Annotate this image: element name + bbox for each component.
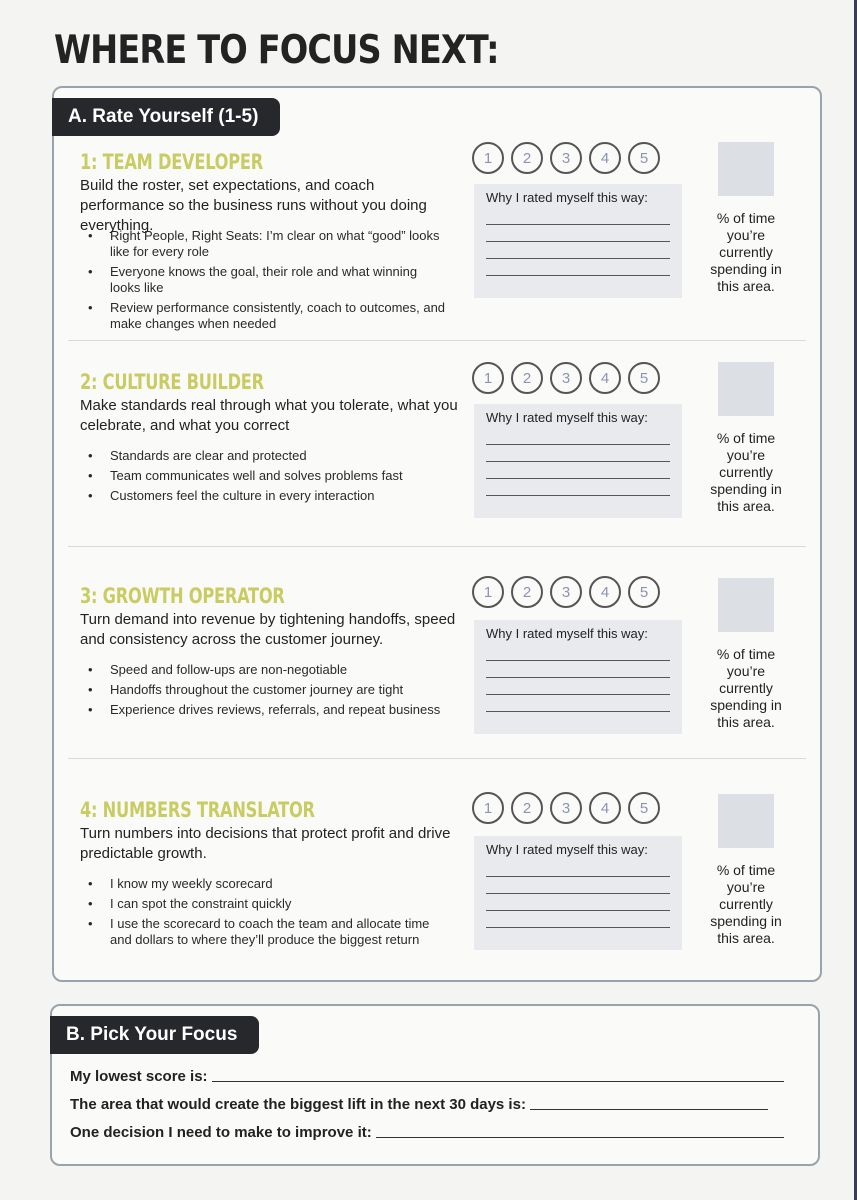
rate-yourself-panel xyxy=(52,86,822,982)
area-title: 4: NUMBERS TRANSLATOR xyxy=(80,798,315,822)
bullet-item: • Standards are clear and protected xyxy=(88,448,448,464)
area-title: 1: TEAM DEVELOPER xyxy=(80,150,263,174)
rating-4-option[interactable]: 4 xyxy=(589,576,621,608)
write-line xyxy=(486,677,670,678)
write-line xyxy=(486,910,670,911)
percent-time-box[interactable] xyxy=(718,362,774,416)
area-bullets xyxy=(88,662,448,722)
write-line xyxy=(486,258,670,259)
biggest-lift-row xyxy=(70,1096,768,1113)
rating-scale xyxy=(472,142,660,174)
why-rated-label: Why I rated myself this way: xyxy=(486,410,648,425)
rating-5-option[interactable]: 5 xyxy=(628,362,660,394)
percent-time-box[interactable] xyxy=(718,578,774,632)
rating-3-option[interactable]: 3 xyxy=(550,362,582,394)
section-divider xyxy=(68,758,806,759)
rating-5-option[interactable]: 5 xyxy=(628,576,660,608)
biggest-lift-field[interactable] xyxy=(530,1109,768,1110)
rating-5-option[interactable]: 5 xyxy=(628,792,660,824)
area-title: 2: CULTURE BUILDER xyxy=(80,370,264,394)
write-line xyxy=(486,694,670,695)
lowest-score-row xyxy=(70,1068,784,1085)
why-rated-box[interactable] xyxy=(474,836,682,950)
percent-time-label: % of time you’re currently spending in this area. xyxy=(710,646,782,730)
write-line xyxy=(486,241,670,242)
write-line xyxy=(486,461,670,462)
bullet-item: • Customers feel the culture in every interaction xyxy=(88,488,448,504)
write-line xyxy=(486,893,670,894)
rating-1-option[interactable]: 1 xyxy=(472,142,504,174)
bullet-item: • Everyone knows the goal, their role and what winning looks like xyxy=(88,264,448,296)
why-rated-label: Why I rated myself this way: xyxy=(486,842,648,857)
rating-scale xyxy=(472,576,660,608)
rating-2-option[interactable]: 2 xyxy=(511,576,543,608)
percent-time-label: % of time you’re currently spending in this area. xyxy=(710,210,782,294)
rating-1-option[interactable]: 1 xyxy=(472,576,504,608)
rating-scale xyxy=(472,792,660,824)
write-line xyxy=(486,444,670,445)
rating-2-option[interactable]: 2 xyxy=(511,362,543,394)
lowest-score-label: My lowest score is: xyxy=(70,1068,208,1085)
bullet-item: • Handoffs throughout the customer journey are tight xyxy=(88,682,448,698)
rating-2-option[interactable]: 2 xyxy=(511,142,543,174)
why-rated-box[interactable] xyxy=(474,620,682,734)
write-line xyxy=(486,495,670,496)
rating-4-option[interactable]: 4 xyxy=(589,792,621,824)
area-bullets xyxy=(88,228,448,336)
rating-3-option[interactable]: 3 xyxy=(550,576,582,608)
write-line xyxy=(486,224,670,225)
area-bullets xyxy=(88,448,448,508)
rating-5-option[interactable]: 5 xyxy=(628,142,660,174)
percent-time-box[interactable] xyxy=(718,142,774,196)
decision-field[interactable] xyxy=(376,1137,784,1138)
area-description: Turn numbers into decisions that protect profit and drive predictable growth. xyxy=(80,825,451,862)
write-line xyxy=(486,275,670,276)
area-title: 3: GROWTH OPERATOR xyxy=(80,584,285,608)
rating-4-option[interactable]: 4 xyxy=(589,142,621,174)
write-line xyxy=(486,660,670,661)
why-rated-label: Why I rated myself this way: xyxy=(486,626,648,641)
rating-2-option[interactable]: 2 xyxy=(511,792,543,824)
bullet-item: • Right People, Right Seats: I’m clear on what “good” looks like for every role xyxy=(88,228,448,260)
bullet-item: • I can spot the constraint quickly xyxy=(88,896,448,912)
pick-focus-panel xyxy=(50,1004,820,1166)
write-line xyxy=(486,711,670,712)
bullet-item: • Experience drives reviews, referrals, and repeat business xyxy=(88,702,448,718)
section-b-tab: B. Pick Your Focus xyxy=(50,1016,259,1054)
decision-row xyxy=(70,1124,784,1141)
rating-3-option[interactable]: 3 xyxy=(550,792,582,824)
section-divider xyxy=(68,340,806,341)
rating-scale xyxy=(472,362,660,394)
area-bullets xyxy=(88,876,448,952)
why-rated-box[interactable] xyxy=(474,184,682,298)
rating-3-option[interactable]: 3 xyxy=(550,142,582,174)
bullet-item: • Speed and follow-ups are non-negotiable xyxy=(88,662,448,678)
bullet-item: • Review performance consistently, coach to outcomes, and make changes when needed xyxy=(88,300,448,332)
area-description: Build the roster, set expectations, and coach performance so the business runs without you doing everything. xyxy=(80,177,427,234)
page-title: WHERE TO FOCUS NEXT: xyxy=(54,28,499,73)
lowest-score-field[interactable] xyxy=(212,1081,784,1082)
rating-4-option[interactable]: 4 xyxy=(589,362,621,394)
rating-1-option[interactable]: 1 xyxy=(472,362,504,394)
why-rated-label: Why I rated myself this way: xyxy=(486,190,648,205)
bullet-item: • Team communicates well and solves problems fast xyxy=(88,468,448,484)
percent-time-label: % of time you’re currently spending in this area. xyxy=(710,862,782,946)
section-a-tab: A. Rate Yourself (1-5) xyxy=(52,98,280,136)
bullet-item: • I know my weekly scorecard xyxy=(88,876,448,892)
write-line xyxy=(486,927,670,928)
area-description: Make standards real through what you tolerate, what you celebrate, and what you correct xyxy=(80,397,458,434)
decision-label: One decision I need to make to improve it: xyxy=(70,1124,372,1141)
area-description: Turn demand into revenue by tightening handoffs, speed and consistency across the customer journey. xyxy=(80,611,456,648)
write-line xyxy=(486,876,670,877)
percent-time-label: % of time you’re currently spending in this area. xyxy=(710,430,782,514)
section-divider xyxy=(68,546,806,547)
why-rated-box[interactable] xyxy=(474,404,682,518)
write-line xyxy=(486,478,670,479)
rating-1-option[interactable]: 1 xyxy=(472,792,504,824)
percent-time-box[interactable] xyxy=(718,794,774,848)
biggest-lift-label: The area that would create the biggest lift in the next 30 days is: xyxy=(70,1096,526,1113)
bullet-item: • I use the scorecard to coach the team and allocate time and dollars to where they’ll produce the biggest return xyxy=(88,916,448,948)
